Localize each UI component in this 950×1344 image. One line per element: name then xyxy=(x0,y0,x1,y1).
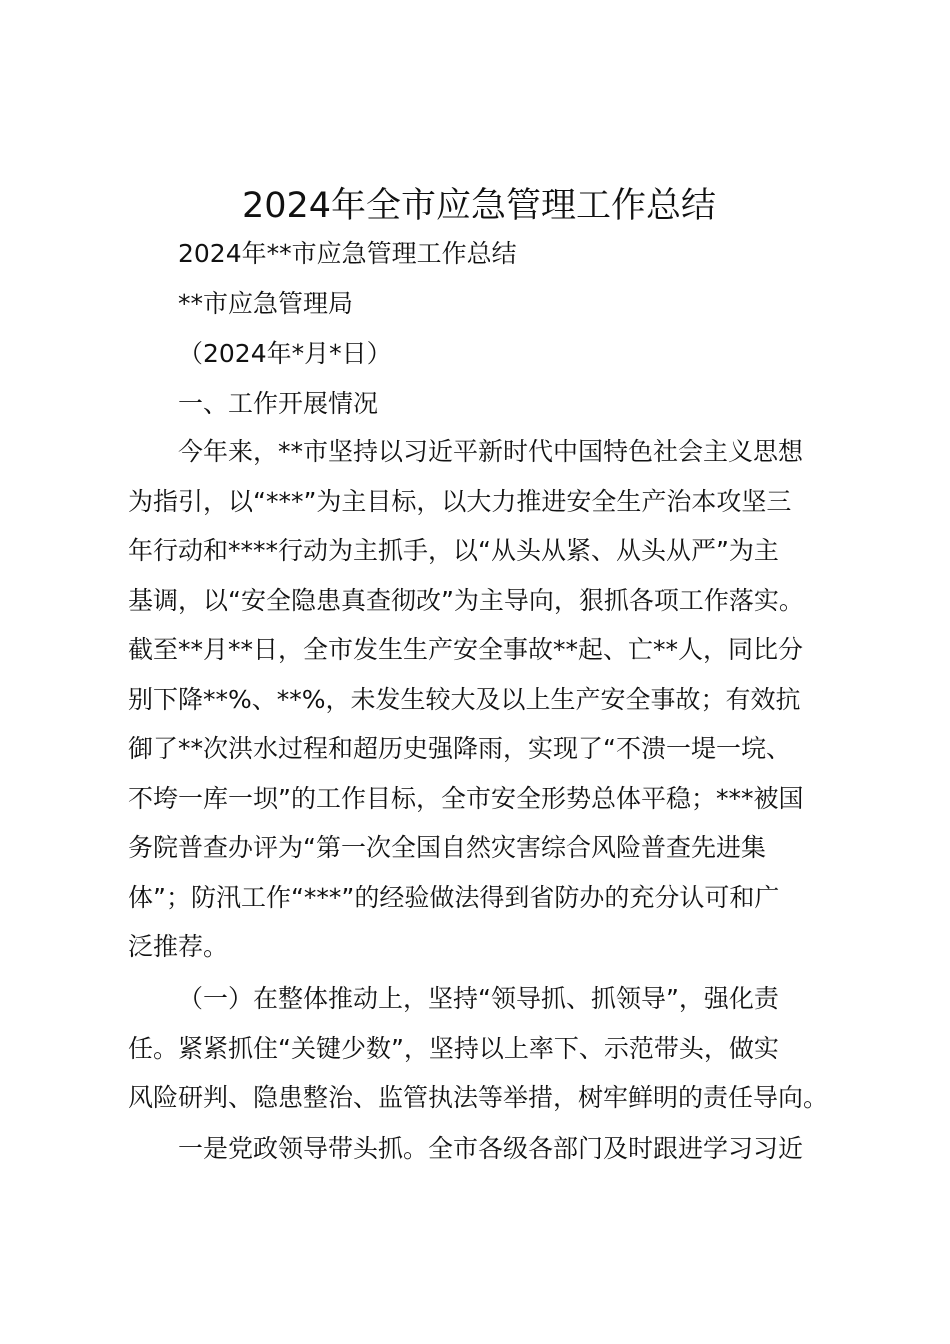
paragraph-line: 务院普查办评为“第一次全国自然灾害综合风险普查先进集 xyxy=(128,833,766,862)
paragraph-line: 御了**次洪水过程和超历史强降雨，实现了“不溃一堤一垸、 xyxy=(128,734,791,763)
document-subtitle: 2024年**市应急管理工作总结 xyxy=(178,239,517,268)
paragraph-overall-promotion xyxy=(128,983,838,1132)
paragraph-overview xyxy=(128,436,838,981)
paragraph-line: 基调，以“安全隐患真查彻改”为主导向，狠抓各项工作落实。 xyxy=(128,585,804,615)
section-heading: 一、工作开展情况 xyxy=(178,389,379,418)
paragraph-line: 体”；防汛工作“***”的经验做法得到省防办的充分认可和广 xyxy=(128,882,780,912)
paragraph-line: 风险研判、隐患整治、监管执法等举措，树牢鲜明的责任导向。 xyxy=(128,1083,829,1112)
paragraph-line: 任。紧紧抓住“关键少数”，坚持以上率下、示范带头，做实 xyxy=(128,1033,779,1063)
document-title: 2024年全市应急管理工作总结 xyxy=(241,186,717,226)
paragraph-line: 一是党政领导带头抓。全市各级各部门及时跟进学习习近 xyxy=(178,1134,804,1163)
issuer-line: **市应急管理局 xyxy=(178,289,354,318)
paragraph-line: 不垮一库一坝”的工作目标，全市安全形势总体平稳；***被国 xyxy=(128,783,804,813)
date-line: （2024年*月*日） xyxy=(178,339,392,368)
paragraph-line: 为指引，以“***”为主目标，以大力推进安全生产治本攻坚三 xyxy=(128,486,792,516)
paragraph-line: （一）在整体推动上，坚持“领导抓、抓领导”，强化责 xyxy=(178,984,779,1013)
paragraph-line: 今年来，**市坚持以习近平新时代中国特色社会主义思想 xyxy=(178,437,804,466)
paragraph-line: 别下降**%、**%，未发生较大及以上生产安全事故；有效抗 xyxy=(128,684,801,714)
paragraph-party-leadership xyxy=(128,1133,838,1183)
paragraph-line: 泛推荐。 xyxy=(128,932,229,961)
paragraph-line: 截至**月**日，全市发生生产安全事故**起、亡**人，同比分 xyxy=(128,635,804,664)
paragraph-line: 年行动和****行动为主抓手，以“从头从紧、从头从严”为主 xyxy=(128,536,779,565)
